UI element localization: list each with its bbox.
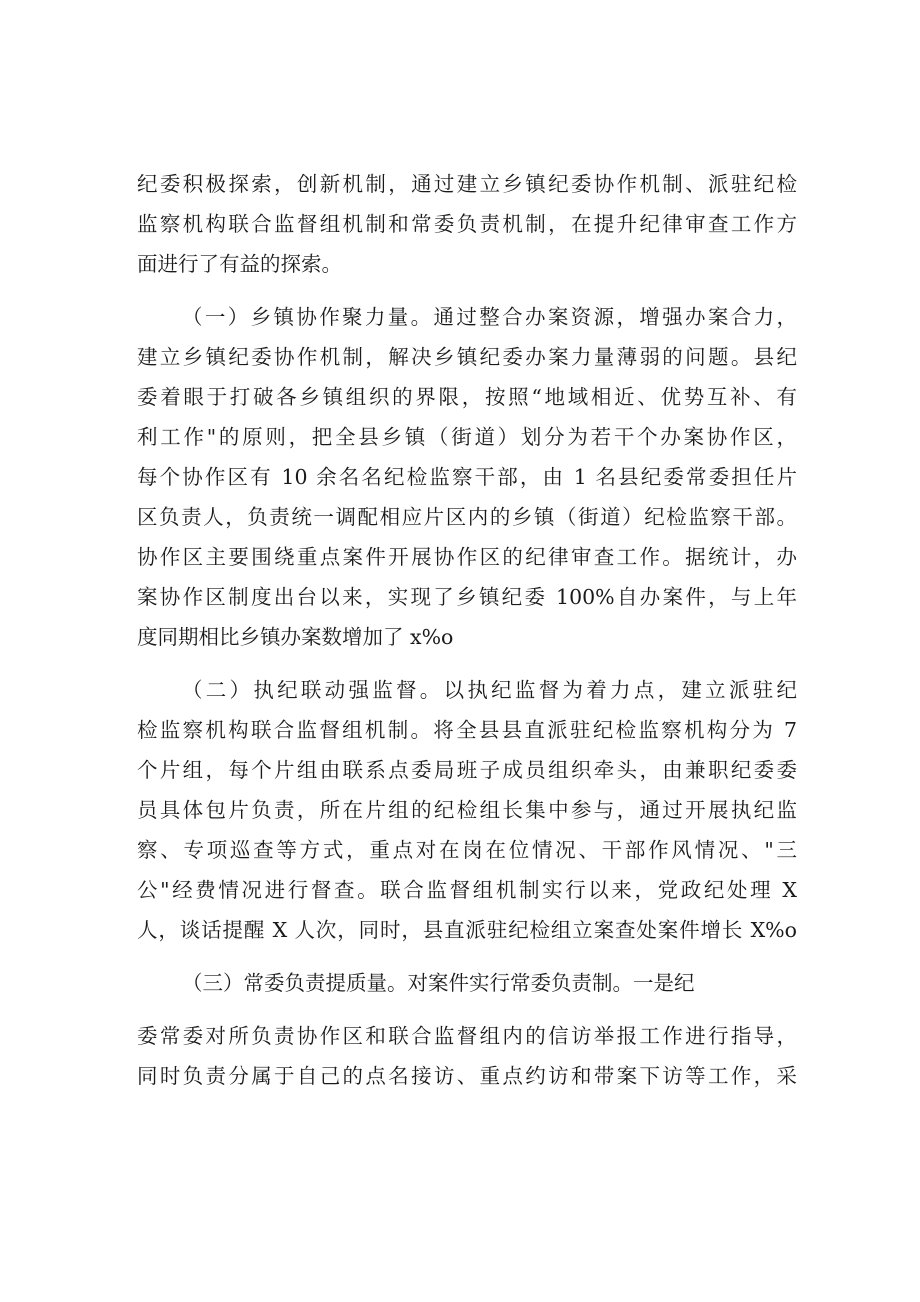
section-heading-line: （三）常委负责提质量。对案件实行常委负责制。一是纪: [182, 971, 695, 995]
text-line: 度同期相比乡镇办案数增加了 x%o: [137, 625, 454, 649]
text-line: 公"经费情况进行督查。联合监督组机制实行以来，党政纪处理 X: [137, 878, 797, 902]
text-line: 个片组，每个片组由联系点委局班子成员组织牵头，由兼职纪委委: [137, 758, 797, 782]
text-line: 每个协作区有 10 余名名纪检监察干部，由 1 名县纪委常委担任片: [137, 465, 797, 489]
text-line: 案协作区制度出台以来，实现了乡镇纪委 100%自办案件，与上年: [137, 585, 797, 609]
text-line: 委常委对所负责协作区和联合监督组内的信访举报工作进行指导，: [137, 1024, 797, 1048]
text-line: 人，谈话提醒 X 人次，同时，县直派驻纪检组立案查处案件增长 X%o: [137, 918, 797, 942]
text-line: 委着眼于打破各乡镇组织的界限，按照“地域相近、优势互补、有: [137, 385, 797, 409]
text-line: 区负责人，负责统一调配相应片区内的乡镇（街道）纪检监察干部。: [137, 505, 797, 529]
text-line: 纪委积极探索，创新机制，通过建立乡镇纪委协作机制、派驻纪检: [137, 172, 797, 196]
text-line: 面进行了有益的探索。: [137, 252, 342, 276]
text-line: 监察机构联合监督组机制和常委负责机制，在提升纪律审查工作方: [137, 212, 797, 236]
section-heading-line: （二）执纪联动强监督。以执纪监督为着力点，建立派驻纪: [182, 678, 797, 702]
text-line: 检监察机构联合监督组机制。将全县县直派驻纪检监察机构分为 7: [137, 718, 797, 742]
text-line: 建立乡镇纪委协作机制，解决乡镇纪委办案力量薄弱的问题。县纪: [137, 345, 797, 369]
text-line: 察、专项巡查等方式，重点对在岗在位情况、干部作风情况、"三: [137, 838, 797, 862]
text-line: 利工作"的原则，把全县乡镇（街道）划分为若干个办案协作区，: [137, 425, 797, 449]
text-line: 同时负责分属于自己的点名接访、重点约访和带案下访等工作，采: [137, 1064, 797, 1088]
text-line: 协作区主要围绕重点案件开展协作区的纪律审查工作。据统计，办: [137, 545, 797, 569]
text-line: 员具体包片负责，所在片组的纪检组长集中参与，通过开展执纪监: [137, 798, 797, 822]
section-heading-line: （一）乡镇协作聚力量。通过整合办案资源，增强办案合力，: [182, 305, 797, 329]
